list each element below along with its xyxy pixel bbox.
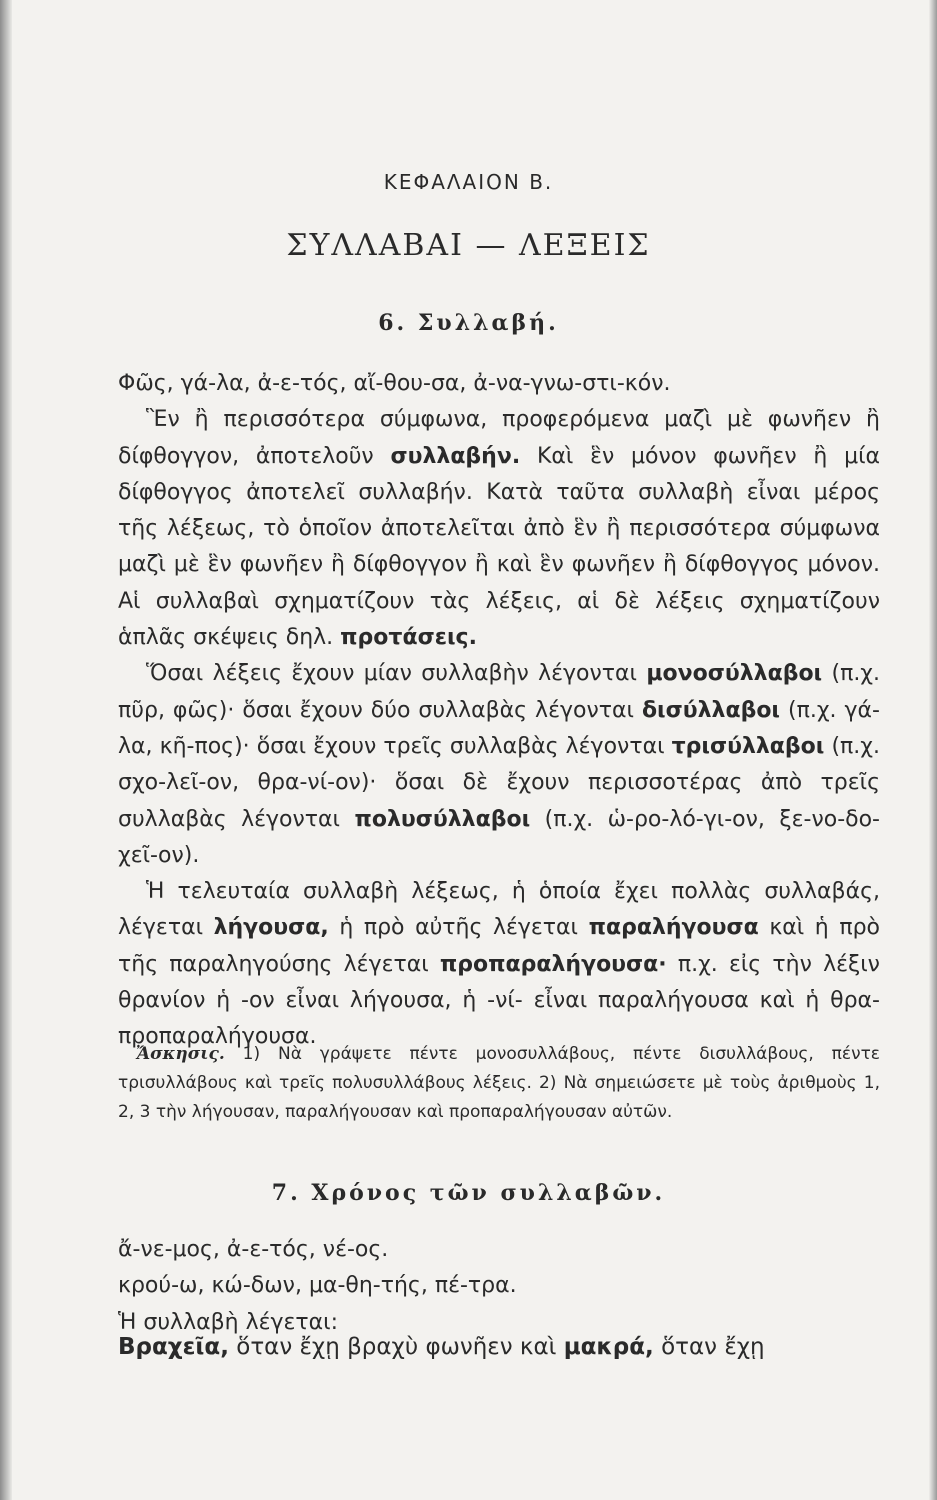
- para3-text-a: Ἡ τελευταία συλλαβὴ λέξεως, ἡ ὁποία ἔχει πολλὰς συλλαβάς, λέγεται: [118, 879, 880, 941]
- paragraph-3: [118, 874, 880, 1055]
- para2-text-c: (π.χ. γά-λα, κῆ-πος)· ὅσαι ἔχουν τρεῖς συλλαβὰς λέγονται: [118, 697, 880, 759]
- section-number: 7.: [271, 1180, 301, 1206]
- term-polysyllavoi: πολυσύλλαβοι: [354, 806, 531, 832]
- chapter-heading: ΚΕΦΑΛΑΙΟΝ Β.: [383, 170, 554, 194]
- para1-text-c: Καὶ ἓν μόνον φωνῆεν ἢ μία δίφθογγος ἀποτελεῖ συλλαβήν. Κατὰ ταῦτα συλλαβὴ εἶναι μέρος τῆς λέξεως, τὸ ὁποῖον ἀποτελεῖται ἀπὸ ἓν ἢ περισσότερα σύμφωνα μαζὶ μὲ ἓν φωνῆεν ἢ δίφθογγον ἢ καὶ ἓν φωνῆεν ἢ δίφθογγος μόνον. Αἱ συλλαβαὶ σχηματίζουν τὰς λέξεις, αἱ δὲ λέξεις σχηματίζουν ἁπλᾶς σκέψεις δηλ.: [118, 443, 881, 651]
- definition-line: [118, 1334, 880, 1360]
- paragraph-1: [118, 402, 880, 656]
- definition-text-a: ὅταν ἔχῃ βραχὺ φωνῆεν καὶ: [236, 1334, 557, 1360]
- term-protaseis: προτάσεις.: [340, 625, 477, 651]
- examples-line: Φῶς, γά-λα, ἀ-ε-τός, αἴ-θου-σα, ἀ-να-γνω-στι-κόν.: [118, 371, 671, 396]
- term-makra: μακρά,: [563, 1334, 654, 1360]
- section-heading-6: [0, 310, 937, 336]
- section-6-body: [118, 366, 880, 1056]
- section-7-body: [118, 1232, 880, 1341]
- term-syllabi: συλλαβήν.: [390, 443, 521, 469]
- section-name: Χρόνος τῶν συλλαβῶν.: [311, 1180, 666, 1206]
- exercise-text: 1) Νὰ γράψετε πέντε μονοσυλλάβους, πέντε δισυλλάβους, πέντε τρισυλλάβους καὶ τρεῖς πολυσυλλάβους λέξεις. 2) Νὰ σημειώσετε μὲ τοὺς ἀριθμοὺς 1, 2, 3 τὴν λήγουσαν, παραλήγουσαν καὶ προπαραλήγουσαν αὐτῶν.: [118, 1044, 880, 1122]
- term-disyllavoi: δισύλλαβοι: [641, 697, 781, 723]
- page-edge-shadow: [0, 0, 12, 1500]
- exercise-note: [118, 1040, 880, 1127]
- para3-text-b: ἡ πρὸ αὐτῆς λέγεται: [339, 915, 578, 941]
- term-proparaligousa: προπαραλήγουσα·: [439, 951, 667, 977]
- term-vrachia: Βραχεῖα,: [118, 1334, 229, 1360]
- example-line: ἄ-νε-μος, ἀ-ε-τός, νέ-ος.: [118, 1237, 389, 1262]
- para2-text-d: (π.χ. σχο-λεῖ-ον, θρα-νί-ον)· ὅσαι δὲ ἔχουν περισσοτέρας ἀπὸ τρεῖς συλλαβὰς λέγονται: [118, 733, 880, 832]
- exercise-label: Ἄσκησις.: [136, 1044, 225, 1064]
- section-number: 6.: [378, 310, 408, 336]
- page-edge-shadow-right: [929, 0, 937, 1500]
- term-trisyllavoi: τρισύλλαβοι: [671, 733, 825, 759]
- para3-text-d: π.χ. εἰς τὴν λέξιν θρανίον ἡ -ον εἶναι λήγουσα, ἡ -νί- εἶναι παραλήγουσα καὶ ἡ θρα- προπαραλήγουσα.: [118, 951, 880, 1050]
- para2-text-a: Ὅσαι λέξεις ἔχουν μίαν συλλαβὴν λέγονται: [146, 661, 637, 687]
- intro-line: Ἡ συλλαβὴ λέγεται:: [118, 1309, 338, 1335]
- term-paraligousa: παραλήγουσα: [588, 915, 759, 941]
- paragraph-2: [118, 656, 880, 874]
- section-name: Συλλαβή.: [417, 310, 559, 336]
- section-heading-7: [0, 1180, 937, 1206]
- para2-text-e: (π.χ. ὡ-ρο-λό-γι-ον, ξε-νο-δο-χεῖ-ον).: [118, 806, 880, 868]
- term-monosyllavoi: μονοσύλλαβοι: [646, 661, 823, 687]
- para3-text-c: καὶ ἡ πρὸ τῆς παραληγούσης λέγεται: [118, 915, 880, 977]
- para2-text-b: (π.χ. πῦρ, φῶς)· ὅσαι ἔχουν δύο συλλαβὰς λέγονται: [118, 661, 881, 723]
- definition-text-b: ὅταν ἔχῃ: [661, 1334, 765, 1360]
- example-line: κρού-ω, κώ-δων, μα-θη-τής, πέ-τρα.: [118, 1273, 517, 1299]
- term-ligousa: λήγουσα,: [213, 915, 329, 941]
- para1-text-a: Ἓν ἢ περισσότερα σύμφωνα, προφερόμενα μαζὶ μὲ φωνῆεν ἢ δίφθογγον, ἀποτελοῦν: [118, 407, 880, 469]
- chapter-title: ΣΥΛΛΑΒΑΙ — ΛΕΞΕΙΣ: [286, 228, 651, 263]
